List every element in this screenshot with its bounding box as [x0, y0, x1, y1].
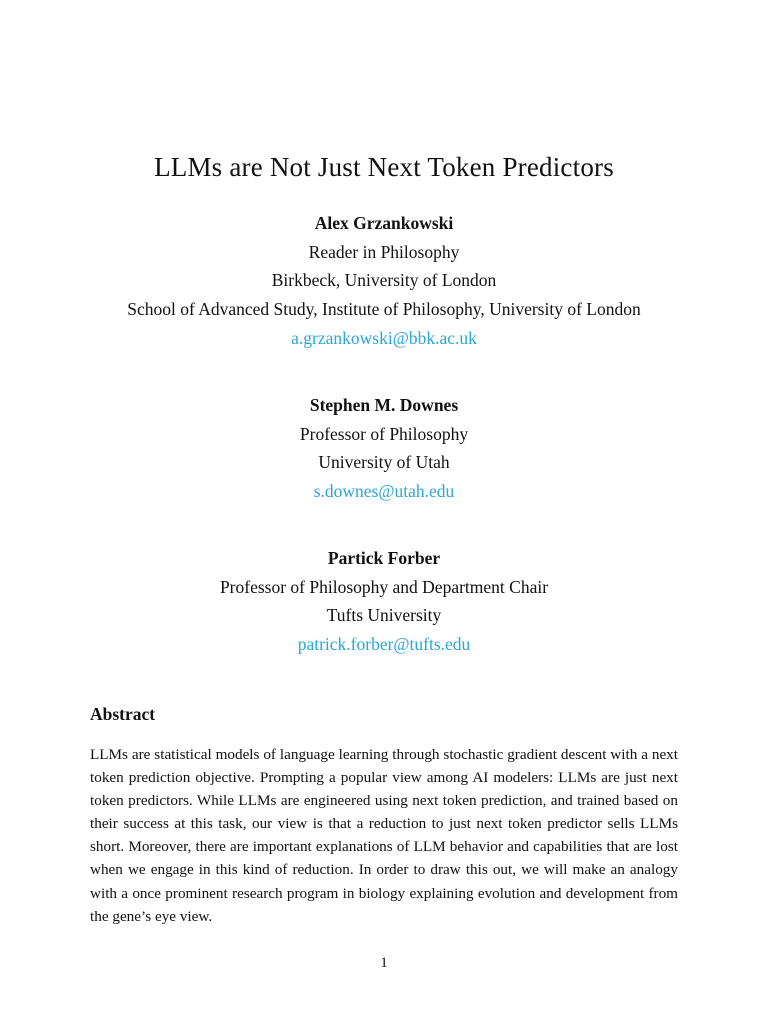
author-affiliation: Birkbeck, University of London: [271, 270, 497, 291]
author-affiliation: University of Utah: [318, 452, 450, 473]
author-block-3: [0, 544, 768, 659]
author-name: Alex Grzankowski: [314, 213, 454, 233]
author-affiliation: Professor of Philosophy and Department Chair: [219, 576, 549, 597]
author-name: Stephen M. Downes: [309, 395, 459, 415]
page-number: 1: [380, 955, 388, 971]
paper-title: LLMs are Not Just Next Token Predictors: [154, 152, 614, 182]
author-affiliation: School of Advanced Study, Institute of Philosophy, University of London: [127, 299, 641, 320]
author-affiliation: Tufts University: [326, 605, 442, 626]
author-name: Partick Forber: [327, 548, 441, 568]
author-block-1: [0, 209, 768, 353]
author-email-link[interactable]: s.downes@utah.edu: [313, 481, 455, 502]
abstract-text: LLMs are statistical models of language learning through stochastic gradient descent with a next token prediction objective. Prompting a popular view among AI modelers: LLMs are just next token predictors. While LLMs are engineered using next token prediction, and trained based on their success at this task, our view is that a reduction to just next token predictor sells LLMs short. Moreover, there are important explanations of LLM behavior and capabilities that are lost when we engage in this kind of reduction. In order to draw this out, we will make an analogy with a once prominent research program in biology explaining evolution and development from the gene’s eye view.: [90, 746, 678, 925]
author-affiliation: Professor of Philosophy: [299, 423, 469, 444]
abstract-heading: Abstract: [90, 704, 156, 724]
author-affiliation: Reader in Philosophy: [308, 241, 460, 262]
author-email-link[interactable]: patrick.forber@tufts.edu: [297, 634, 471, 655]
author-block-2: [0, 391, 768, 506]
author-email-link[interactable]: a.grzankowski@bbk.ac.uk: [291, 327, 477, 348]
